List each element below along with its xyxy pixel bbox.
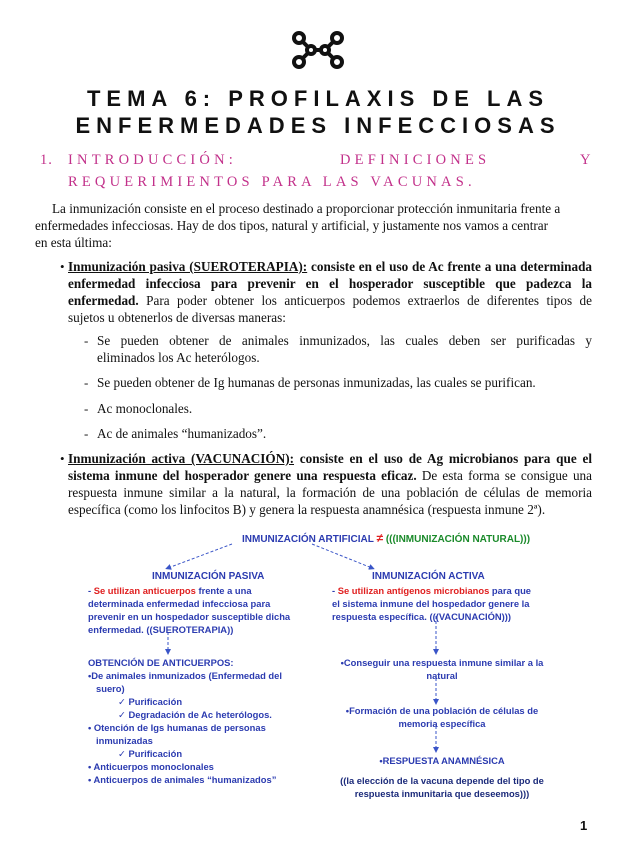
dash-marker: -	[84, 333, 89, 348]
active-line-2	[68, 467, 592, 484]
active-box-title: INMUNIZACIÓN ACTIVA	[372, 571, 485, 582]
passive-line-3	[68, 292, 592, 309]
not-equal-symbol: ≠	[376, 531, 384, 545]
section-heading-word-2: DEFINICIONES	[340, 152, 491, 168]
active-line-3: respuesta inmune similar a la natural, la formación de una población de células de memoria	[68, 485, 592, 500]
passive-term: Inmunización pasiva (SUEROTERAPIA):	[68, 259, 308, 274]
arrow-to-passive	[168, 544, 232, 568]
active-item-3: •RESPUESTA ANAMNÉSICA	[379, 755, 505, 766]
molecule-logo-icon	[291, 30, 345, 70]
passive-line-4: sujetos u obtenerlos de diversas maneras:	[68, 310, 286, 325]
passive-def-1: consiste en el uso de Ac frente a una determinada	[307, 259, 592, 274]
active-line-1	[68, 450, 592, 467]
page-title-line-1: TEMA 6: PROFILAXIS DE LAS	[86, 86, 550, 111]
dash-marker: -	[84, 401, 89, 416]
passive-line-1	[68, 258, 592, 275]
dash-marker: -	[84, 375, 89, 390]
passive-box-definition: - Se utilizan anticuerpos frente a una determinada enfermedad infecciosa para prevenir en un hospedador susceptible dicha enfermedad. ((SUEROTERAPIA))	[88, 585, 291, 635]
arrow-to-active	[312, 544, 372, 568]
passive-line-2: enfermedad infecciosa para prevenir en el hosperador susceptible que padezca la	[68, 276, 592, 291]
active-line-4: específica (como los linfocitos B) y genera la respuesta anamnésica (respuesta inmune 2ª).	[68, 502, 546, 517]
passive-item-2: Se pueden obtener de Ig humanas de personas inmunizadas, las cuales se purifican.	[97, 375, 536, 390]
passive-item-1-line-1: Se pueden obtener de animales inmunizados, las cuales deben ser purificadas y	[97, 333, 592, 348]
diagram-top-heading	[242, 532, 530, 546]
active-item-1: •Conseguir una respuesta inmune similar a la natural	[340, 657, 544, 681]
section-heading-line-2: REQUERIMIENTOS PARA LAS VACUNAS.	[68, 174, 476, 190]
intro-line-1: La inmunización consiste en el proceso destinado a proporcionar protección inmunitaria frente a	[52, 201, 561, 216]
passive-text-3: Para poder obtener los anticuerpos podemos extraerlos de diferentes tipos de	[138, 293, 592, 308]
section-heading-word-1: INTRODUCCIÓN:	[68, 152, 237, 168]
passive-item-1-line-2: eliminados los Ac heterólogos.	[97, 350, 260, 365]
passive-def-3: enfermedad.	[68, 293, 139, 308]
active-def-2: sistema inmune del hosperador genere una respuesta eficaz.	[68, 468, 417, 483]
artificial-label: INMUNIZACIÓN ARTIFICIAL	[242, 534, 374, 545]
bullet-dot: •	[60, 259, 65, 274]
section-number: 1.	[40, 152, 53, 168]
active-def-1: consiste en el uso de Ag microbianos para que el	[294, 451, 593, 466]
active-item-2: •Formación de una población de células de memoria específica	[345, 705, 539, 729]
active-item-4: ((la elección de la vacuna depende del tipo de respuesta inmunitaria que deseemos)))	[340, 775, 544, 799]
active-term: Inmunización activa (VACUNACIÓN):	[68, 451, 295, 466]
natural-label: (((INMUNIZACIÓN NATURAL)))	[385, 534, 531, 545]
passive-item-4: Ac de animales “humanizados”.	[97, 426, 267, 441]
page-title-line-2: ENFERMEDADES INFECCIOSAS	[75, 113, 561, 138]
dash-marker: -	[84, 426, 89, 441]
intro-line-3: en esta última:	[35, 235, 112, 250]
active-box-definition: - Se utilizan antígenos microbianos para que el sistema inmune del hospedador genere la respuesta específica. (((VACUNACIÓN)))	[332, 585, 532, 622]
passive-box-title: INMUNIZACIÓN PASIVA	[152, 571, 265, 582]
immunization-diagram	[82, 528, 562, 798]
active-text-2: De esta forma se consigue una	[416, 468, 592, 483]
passive-item-3: Ac monoclonales.	[97, 401, 193, 416]
antibody-list: OBTENCIÓN DE ANTICUERPOS: •De animales inmunizados (Enfermedad del suero) ✓ Purificación ✓ Degradación de Ac heterólogos. • Otención de Igs humanas de personas inmunizadas ✓ Purificación • Anticuerpos monoclonales • Anticuerpos de animales “humanizados”	[88, 657, 282, 785]
bullet-dot: •	[60, 451, 65, 466]
section-heading	[40, 152, 596, 169]
intro-line-2: enfermedades infecciosas. Hay de dos tipos, natural y artificial, y justamente nos vamos a centrar	[35, 218, 549, 233]
page-number: 1	[580, 818, 588, 833]
section-heading-word-3: Y	[580, 152, 595, 168]
